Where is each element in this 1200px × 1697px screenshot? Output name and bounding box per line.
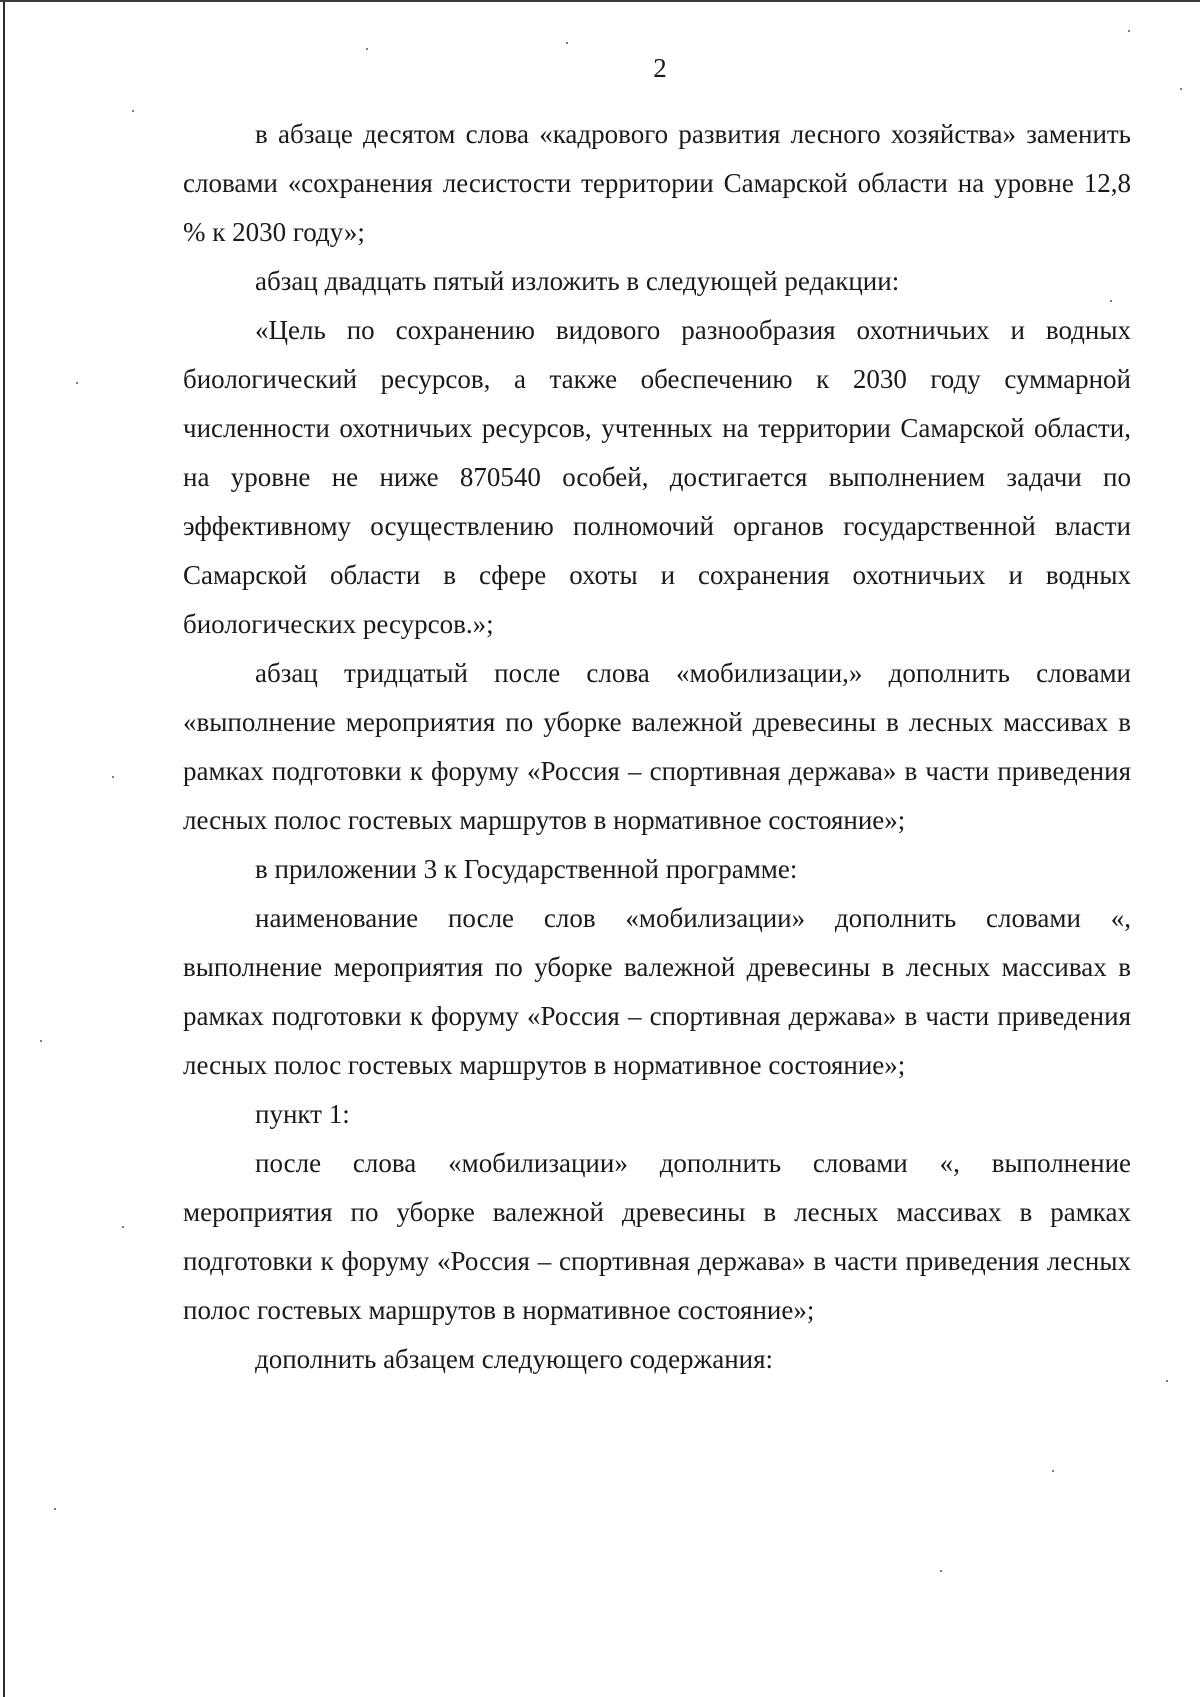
page-number: 2 bbox=[653, 53, 667, 83]
paragraph-8: после слова «мобилизации» дополнить словами «, выполнение мероприятия по уборке валежной древесины в лесных массивах в рамках подготовки к форуму «Россия – спортивная держава» в части приведения лесных полос гостевых маршрутов в нормативное состояние»; bbox=[183, 1148, 1131, 1325]
paragraph-2: абзац двадцать пятый изложить в следующей редакции: bbox=[255, 266, 900, 296]
scan-speck bbox=[132, 110, 134, 112]
scan-speck bbox=[40, 1040, 42, 1042]
scan-speck bbox=[366, 48, 368, 50]
paragraph-3: «Цель по сохранению видового разнообразия охотничьих и водных биологический ресурсов, а также обеспечению к 2030 году суммарной численности охотничьих ресурсов, учтенных на территории Самарской области, на уровне не ниже 870540 особей, достигается выполнением задачи по эффективному осуществлению полномочий органов государственной власти Самарской области в сфере охоты и сохранения охотничьих и водных биологических ресурсов.»; bbox=[183, 315, 1131, 639]
paragraph-1: в абзаце десятом слова «кадрового развития лесного хозяйства» заменить словами «сохранения лесистости территории Самарской области на уровне 12,8 % к 2030 году»; bbox=[183, 119, 1131, 247]
scan-speck bbox=[122, 1226, 124, 1228]
paragraph-5: в приложении 3 к Государственной программе: bbox=[255, 854, 798, 884]
scan-speck bbox=[1166, 1380, 1168, 1382]
scan-top-edge bbox=[0, 0, 1200, 2]
scan-speck bbox=[1052, 1470, 1054, 1472]
scan-speck bbox=[1180, 88, 1182, 90]
paragraph-9: дополнить абзацем следующего содержания: bbox=[255, 1344, 774, 1374]
scan-speck bbox=[1128, 30, 1130, 32]
scan-speck bbox=[54, 1508, 56, 1510]
paragraph-7: пункт 1: bbox=[255, 1099, 350, 1129]
scan-speck bbox=[1110, 300, 1112, 302]
document-body bbox=[183, 110, 1131, 1384]
scan-left-edge bbox=[3, 0, 5, 1697]
paragraph-6: наименование после слов «мобилизации» дополнить словами «, выполнение мероприятия по уборке валежной древесины в лесных массивах в рамках подготовки к форуму «Россия – спортивная держава» в части приведения лесных полос гостевых маршрутов в нормативное состояние»; bbox=[183, 903, 1131, 1080]
scan-speck bbox=[112, 776, 114, 778]
paragraph-4: абзац тридцатый после слова «мобилизации,» дополнить словами «выполнение мероприятия по уборке валежной древесины в лесных массивах в рамках подготовки к форуму «Россия – спортивная держава» в части приведения лесных полос гостевых маршрутов в нормативное состояние»; bbox=[183, 658, 1131, 835]
scan-speck bbox=[940, 1570, 942, 1572]
scan-speck bbox=[566, 42, 568, 44]
scan-speck bbox=[76, 382, 78, 384]
